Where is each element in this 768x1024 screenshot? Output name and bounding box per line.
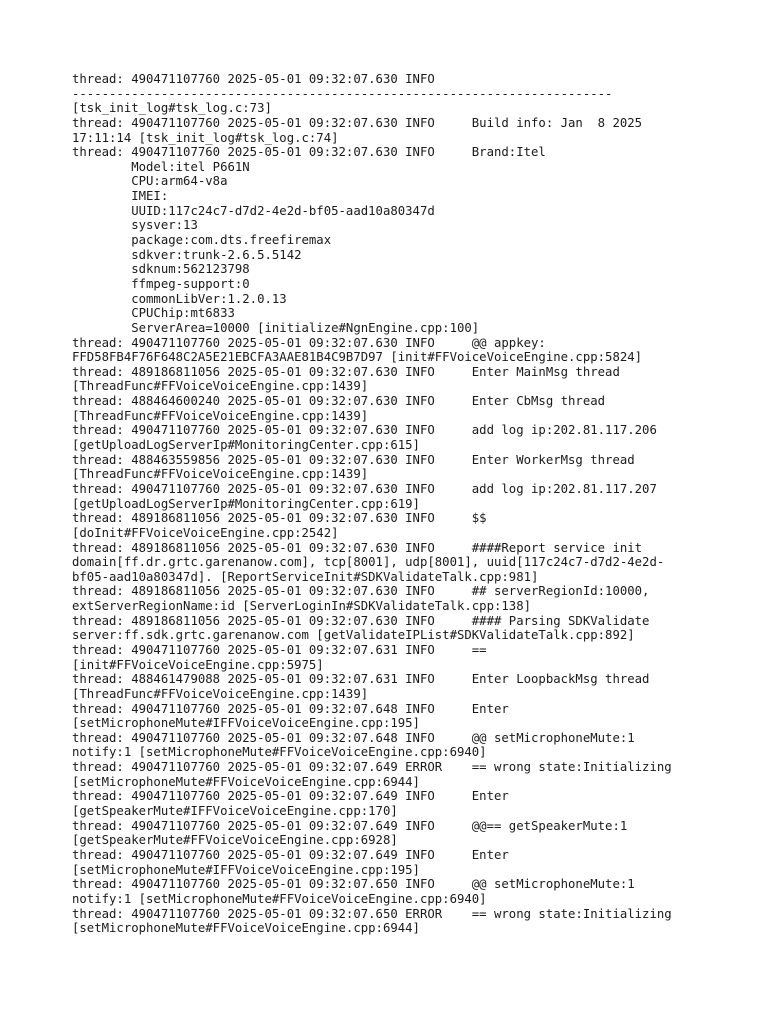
- log-line: thread: 489186811056 2025-05-01 09:32:07.630 INFO Enter MainMsg thread: [72, 364, 620, 379]
- log-line: package:com.dts.freefiremax: [72, 233, 332, 248]
- log-line: thread: 490471107760 2025-05-01 09:32:07.630 INFO Build info: Jan 8 2025: [72, 115, 643, 130]
- log-line: 17:11:14 [tsk_init_log#tsk_log.c:74]: [72, 130, 339, 145]
- log-line: thread: 489186811056 2025-05-01 09:32:07.630 INFO ####Report service init: [72, 540, 643, 555]
- log-line: [tsk_init_log#tsk_log.c:73]: [72, 101, 272, 116]
- log-line: thread: 490471107760 2025-05-01 09:32:07.649 INFO @@== getSpeakerMute:1: [72, 818, 628, 833]
- log-line: [ThreadFunc#FFVoiceVoiceEngine.cpp:1439]: [72, 408, 369, 423]
- log-line: thread: 490471107760 2025-05-01 09:32:07.630 INFO add log ip:202.81.117.207: [72, 481, 657, 496]
- log-line: [doInit#FFVoiceVoiceEngine.cpp:2542]: [72, 525, 339, 540]
- log-line: [ThreadFunc#FFVoiceVoiceEngine.cpp:1439]: [72, 379, 369, 394]
- log-line: Model:itel P661N: [72, 159, 250, 174]
- log-line: [getUploadLogServerIp#MonitoringCenter.cpp:619]: [72, 496, 420, 511]
- log-line: thread: 490471107760 2025-05-01 09:32:07.649 INFO Enter: [72, 789, 509, 804]
- log-line: [setMicrophoneMute#FFVoiceVoiceEngine.cpp:6944]: [72, 774, 420, 789]
- log-line: sysver:13: [72, 218, 198, 233]
- log-line: [ThreadFunc#FFVoiceVoiceEngine.cpp:1439]: [72, 467, 369, 482]
- log-line: [init#FFVoiceVoiceEngine.cpp:5975]: [72, 657, 324, 672]
- log-line: thread: 488463559856 2025-05-01 09:32:07.630 INFO Enter WorkerMsg thread: [72, 452, 635, 467]
- log-line: [setMicrophoneMute#IFFVoiceVoiceEngine.cpp:195]: [72, 862, 420, 877]
- log-line: thread: 489186811056 2025-05-01 09:32:07.630 INFO #### Parsing SDKValidate: [72, 613, 650, 628]
- log-line: IMEI:: [72, 189, 169, 204]
- log-line: thread: 490471107760 2025-05-01 09:32:07.630 INFO Brand:Itel: [72, 145, 546, 160]
- log-separator: -------------------------------------------------------------------------: [72, 86, 613, 101]
- log-line: thread: 490471107760 2025-05-01 09:32:07.630 INFO @@ appkey:: [72, 335, 546, 350]
- log-line: thread: 490471107760 2025-05-01 09:32:07.648 INFO Enter: [72, 701, 509, 716]
- log-line: thread: 490471107760 2025-05-01 09:32:07.650 INFO @@ setMicrophoneMute:1: [72, 877, 635, 892]
- log-line: ServerArea=10000 [initialize#NgnEngine.cpp:100]: [72, 320, 480, 335]
- log-line: [ThreadFunc#FFVoiceVoiceEngine.cpp:1439]: [72, 686, 369, 701]
- log-line: bf05-aad10a80347d]. [ReportServiceInit#SDKValidateTalk.cpp:981]: [72, 569, 539, 584]
- log-line: thread: 488464600240 2025-05-01 09:32:07.630 INFO Enter CbMsg thread: [72, 394, 606, 409]
- log-line: thread: 490471107760 2025-05-01 09:32:07.631 INFO ==: [72, 642, 487, 657]
- log-document: [72, 72, 712, 936]
- log-line: sdknum:562123798: [72, 262, 250, 277]
- log-line: [getSpeakerMute#FFVoiceVoiceEngine.cpp:6928]: [72, 833, 398, 848]
- log-line: extServerRegionName:id [ServerLoginIn#SDKValidateTalk.cpp:138]: [72, 599, 532, 614]
- log-line: [setMicrophoneMute#IFFVoiceVoiceEngine.cpp:195]: [72, 716, 420, 731]
- log-line: thread: 488461479088 2025-05-01 09:32:07.631 INFO Enter LoopbackMsg thread: [72, 672, 650, 687]
- log-line: thread: 489186811056 2025-05-01 09:32:07.630 INFO $$: [72, 511, 487, 526]
- log-line: ffmpeg-support:0: [72, 276, 250, 291]
- log-line: CPUChip:mt6833: [72, 306, 235, 321]
- log-line: FFD58FB4F76F648C2A5E21EBCFA3AAE81B4C9B7D97 [init#FFVoiceVoiceEngine.cpp:5824]: [72, 350, 643, 365]
- log-line-error: thread: 490471107760 2025-05-01 09:32:07.649 ERROR == wrong state:Initializing: [72, 760, 672, 775]
- log-line: commonLibVer:1.2.0.13: [72, 291, 287, 306]
- log-line: [getSpeakerMute#IFFVoiceVoiceEngine.cpp:170]: [72, 804, 398, 819]
- log-line: thread: 490471107760 2025-05-01 09:32:07.648 INFO @@ setMicrophoneMute:1: [72, 730, 635, 745]
- log-line: thread: 489186811056 2025-05-01 09:32:07.630 INFO ## serverRegionId:10000,: [72, 584, 650, 599]
- log-line: thread: 490471107760 2025-05-01 09:32:07.630 INFO add log ip:202.81.117.206: [72, 423, 657, 438]
- log-line-error: thread: 490471107760 2025-05-01 09:32:07.650 ERROR == wrong state:Initializing: [72, 906, 672, 921]
- log-line: thread: 490471107760 2025-05-01 09:32:07.649 INFO Enter: [72, 847, 509, 862]
- log-line: sdkver:trunk-2.6.5.5142: [72, 247, 302, 262]
- log-line: UUID:117c24c7-d7d2-4e2d-bf05-aad10a80347d: [72, 203, 435, 218]
- log-line: server:ff.sdk.grtc.garenanow.com [getValidateIPList#SDKValidateTalk.cpp:892]: [72, 628, 635, 643]
- log-line: notify:1 [setMicrophoneMute#FFVoiceVoiceEngine.cpp:6940]: [72, 891, 487, 906]
- log-line: notify:1 [setMicrophoneMute#FFVoiceVoiceEngine.cpp:6940]: [72, 745, 487, 760]
- log-line: [setMicrophoneMute#FFVoiceVoiceEngine.cpp:6944]: [72, 921, 420, 936]
- log-line: CPU:arm64-v8a: [72, 174, 228, 189]
- log-line: thread: 490471107760 2025-05-01 09:32:07.630 INFO: [72, 72, 435, 86]
- log-line: [getUploadLogServerIp#MonitoringCenter.cpp:615]: [72, 438, 420, 453]
- log-line: domain[ff.dr.grtc.garenanow.com], tcp[8001], udp[8001], uuid[117c24c7-d7d2-4e2d-: [72, 555, 665, 570]
